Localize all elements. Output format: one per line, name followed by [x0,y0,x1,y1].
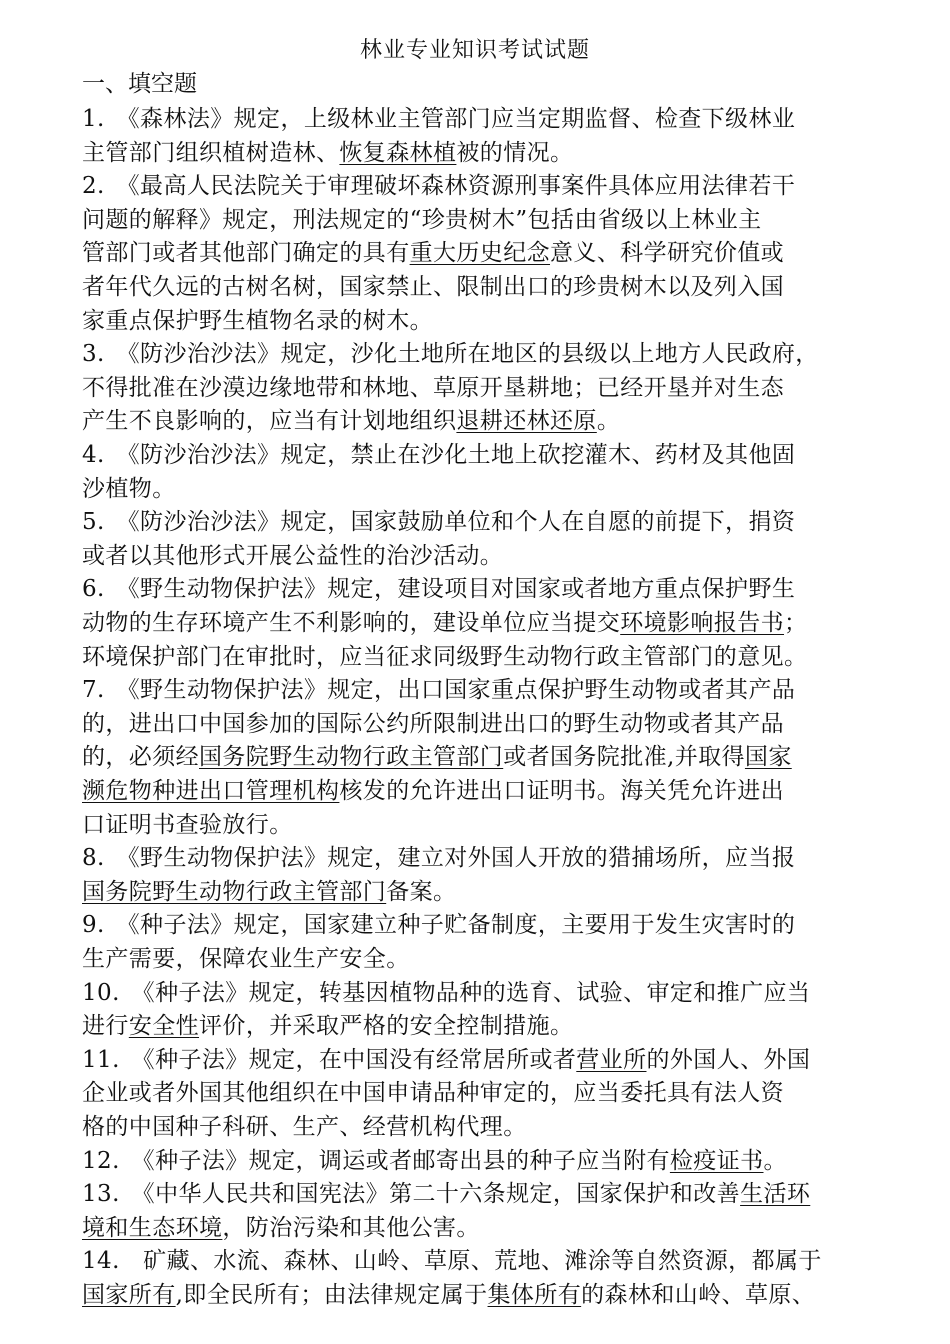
text-line [82,103,795,135]
underlined-answer: 安全性 [128,1013,200,1040]
text-segment: 的森林和山岭、草原、 [581,1282,816,1308]
text-segment: 13. 《中华人民共和国宪法》第二十六条规定，国家保护和改善 [82,1181,741,1208]
underlined-answer: 生活环 [740,1181,811,1208]
text-segment: ； [784,610,808,636]
underlined-answer: 国务院野生动物行政主管部门 [82,878,387,905]
text-line [82,439,795,471]
text-segment: 核发的允许进出口证明书。海关凭允许进出 [339,778,785,804]
text-segment: 不得批准在沙漠边缘地带和林地、草原开垦耕地；已经开垦并对生态 [82,374,784,401]
text-line [82,1111,527,1143]
text-segment: 11. 《种子法》规定，在中国没有经常居所或者 [82,1046,577,1073]
text-segment: 10. 《种子法》规定，转基因植物品种的选育、试验、审定和推广应当 [82,979,811,1006]
text-line [82,842,795,874]
text-line [82,909,795,941]
text-line [82,506,795,538]
underlined-answer: 国家 [744,744,792,771]
text-line [82,405,620,437]
text-segment: 沙植物。 [82,475,176,502]
underlined-answer: 国务院野生动物行政主管部门 [199,744,504,771]
text-segment: 产生不良影响的，应当有计划地组织 [82,408,457,435]
section-heading: 一、填空题 [82,71,197,97]
text-line [82,1212,480,1244]
text-segment: 进行 [82,1013,129,1040]
text-segment: 2. 《最高人民法院关于审理破坏森林资源刑事案件具体应用法律若干 [82,173,796,200]
text-line [82,641,807,673]
text-segment: 6. 《野生动物保护法》规定，建设项目对国家或者地方重点保护野生 [82,576,796,603]
text-segment: ，防治污染和其他公害。 [222,1214,480,1241]
text-line [82,1145,787,1177]
text-segment: 14. 矿藏、水流、森林、山岭、草原、荒地、滩涂等自然资源，都属于 [82,1248,822,1275]
text-segment: 动物的生存环境产生不利影响的，建设单位应当提交 [82,610,621,636]
text-segment: 5. 《防沙治沙法》规定，国家鼓励单位和个人在自愿的前提下，捐资 [82,509,796,536]
text-segment: 格的中国种子科研、生产、经营机构代理。 [82,1114,527,1140]
underlined-answer: 营业所 [576,1046,647,1073]
text-segment: 企业或者外国其他组织在中国申请品种审定的，应当委托具有法人资 [82,1080,784,1107]
text-segment: 管部门或者其他部门确定的具有 [82,240,410,267]
text-segment: 的，必须经 [82,744,199,771]
text-segment: 或者以其他形式开展公益性的治沙活动。 [82,542,504,569]
text-line [82,977,810,1009]
text-segment: 家重点保护野生植物名录的树木。 [82,307,433,334]
text-segment: 12. 《种子法》规定，调运或者邮寄出县的种子应当附有 [82,1147,670,1174]
text-line [82,540,503,572]
underlined-answer: 恢复森林植 [339,139,457,166]
text-line [82,372,784,404]
text-segment: 3. 《防沙治沙法》规定，沙化土地所在地区的县级以上地方人民政府， [82,341,819,368]
underlined-answer: 退耕还林还原 [456,408,597,435]
text-line [82,1010,573,1042]
text-segment: 4. 《防沙治沙法》规定，禁止在沙化土地上砍挖灌木、药材及其他固 [82,442,796,468]
text-segment: ,即全民所有；由法律规定属于 [175,1282,488,1308]
text-line [82,204,762,236]
text-line [82,708,784,740]
underlined-answer: 环境影响报告书 [620,610,785,636]
text-segment: 备案。 [386,878,457,905]
document-title: 林业专业知识考试试题 [359,38,590,63]
text-segment: 生产需要，保障农业生产安全。 [82,946,410,972]
underlined-answer: 集体所有 [487,1282,582,1308]
text-segment: 。 [763,1147,787,1174]
text-line [82,1044,810,1076]
text-segment: 环境保护部门在审批时，应当征求同级野生动物行政主管部门的意见。 [82,643,808,670]
text-segment: 者年代久远的古树名树，国家禁止、限制出口的珍贵树木以及列入国 [82,274,784,300]
text-segment: 。 [596,408,621,435]
text-segment: 问题的解释》规定，刑法规定的“珍贵树木”包括由省级以上林业主 [82,206,762,233]
text-line [82,741,792,773]
text-line [82,237,784,269]
text-line [82,809,293,841]
text-line [82,473,176,505]
text-segment: 被的情况。 [456,139,574,166]
text-line [82,1245,822,1277]
text-line [82,674,795,706]
text-line [82,170,795,202]
underlined-answer: 重大历史纪念 [409,240,551,267]
text-line [82,1077,784,1109]
text-line [82,876,456,908]
text-line [82,943,410,975]
text-line [82,137,573,169]
text-segment: 7. 《野生动物保护法》规定，出口国家重点保护野生动物或者其产品 [82,677,796,704]
text-line [82,271,784,303]
text-segment: 9. 《种子法》规定，国家建立种子贮备制度，主要用于发生灾害时的 [82,912,796,939]
text-segment: 意义、科学研究价值或 [550,240,785,267]
underlined-answer: 检疫证书 [669,1147,764,1174]
underlined-answer: 国家所有 [82,1282,176,1308]
text-line [82,338,819,370]
text-segment: 8. 《野生动物保护法》规定，建立对外国人开放的猎捕场所，应当报 [82,845,796,872]
text-segment: 或者国务院批准,并取得 [503,744,745,771]
text-line [82,607,807,639]
text-line [82,775,784,807]
text-segment: 1. 《森林法》规定，上级林业主管部门应当定期监督、检查下级林业 [82,106,796,132]
text-line [82,1178,810,1210]
text-line [82,573,795,605]
underlined-answer: 境和生态环境 [82,1214,223,1241]
text-segment: 主管部门组织植树造林、 [82,139,340,166]
text-line [82,1279,815,1311]
text-segment: 口证明书查验放行。 [82,811,293,838]
text-segment: 评价，并采取严格的安全控制措施。 [199,1013,574,1040]
text-segment: 的，进出口中国参加的国际公约所限制进出口的野生动物或者其产品 [82,710,784,737]
text-line [82,305,433,337]
underlined-answer: 濒危物种进出口管理机构 [82,778,340,804]
text-segment: 的外国人、外国 [646,1046,811,1073]
